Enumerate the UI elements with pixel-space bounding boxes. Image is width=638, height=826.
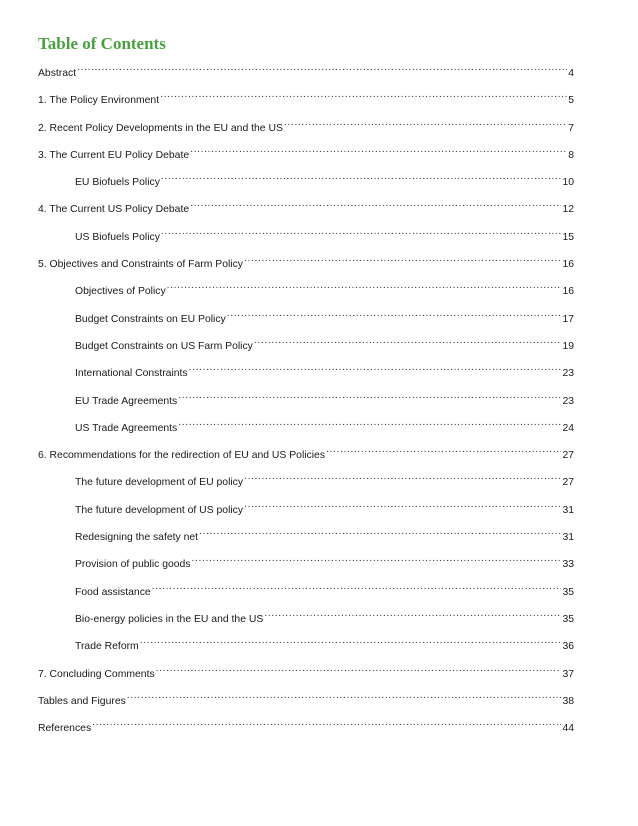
toc-dot-leader [161, 228, 562, 240]
toc-page-number: 16 [562, 286, 574, 298]
toc-entry-title: 2. Recent Policy Developments in the EU and the US [38, 122, 283, 134]
toc-list [38, 64, 574, 746]
toc-entry-title: Budget Constraints on EU Policy [75, 313, 226, 325]
toc-dot-leader [140, 637, 562, 649]
toc-dot-leader [227, 310, 562, 322]
toc-page-number: 4 [568, 68, 574, 79]
toc-dot-leader [199, 528, 561, 540]
toc-page-number: 27 [562, 450, 574, 462]
toc-entry-title: Redesigning the safety net [75, 532, 199, 544]
toc-entry-title: Provision of public goods [75, 559, 191, 571]
toc-entry[interactable] [38, 446, 574, 473]
toc-dot-leader [264, 610, 561, 622]
toc-entry[interactable] [38, 719, 574, 746]
toc-entry[interactable] [38, 64, 574, 91]
toc-page-number: 17 [562, 313, 574, 325]
toc-page-number: 31 [562, 532, 574, 544]
toc-entry[interactable] [38, 146, 574, 173]
toc-entry-title: 7. Concluding Comments [38, 668, 155, 680]
toc-entry[interactable] [38, 583, 574, 610]
toc-entry-title: Food assistance [75, 586, 151, 598]
toc-entry-title: Bio-energy policies in the EU and the US [75, 613, 264, 625]
toc-entry[interactable] [38, 282, 574, 309]
page-title: Table of Contents [38, 34, 166, 53]
toc-entry-title: The future development of US policy [75, 504, 244, 516]
toc-entry[interactable] [38, 528, 574, 555]
toc-entry-title: Budget Constraints on US Farm Policy [75, 340, 253, 352]
toc-entry-title: References [38, 723, 92, 735]
toc-page-number: 23 [562, 368, 574, 380]
toc-entry[interactable] [38, 665, 574, 692]
toc-entry[interactable] [38, 392, 574, 419]
toc-entry[interactable] [38, 364, 574, 391]
toc-entry[interactable] [38, 91, 574, 118]
toc-entry[interactable] [38, 200, 574, 227]
toc-page-number: 12 [562, 204, 574, 216]
toc-entry-title: Objectives of Policy [75, 286, 166, 298]
toc-dot-leader [152, 583, 562, 595]
toc-entry[interactable] [38, 255, 574, 282]
toc-dot-leader [127, 692, 562, 704]
toc-dot-leader [244, 255, 561, 267]
toc-dot-leader [77, 64, 567, 76]
toc-dot-leader [178, 419, 561, 431]
toc-entry[interactable] [38, 501, 574, 528]
toc-dot-leader [161, 173, 562, 185]
toc-entry[interactable] [38, 610, 574, 637]
toc-dot-leader [167, 282, 562, 294]
toc-entry[interactable] [38, 637, 574, 664]
toc-dot-leader [190, 200, 561, 212]
toc-page-number: 16 [562, 259, 574, 271]
toc-entry[interactable] [38, 692, 574, 719]
toc-entry-title: EU Trade Agreements [75, 395, 178, 407]
toc-page-number: 33 [562, 559, 574, 571]
toc-entry-title: Abstract [38, 68, 77, 79]
toc-page-number: 35 [562, 586, 574, 598]
toc-dot-leader [244, 473, 561, 485]
toc-entry[interactable] [38, 173, 574, 200]
toc-dot-leader [190, 146, 567, 158]
toc-entry-title: 6. Recommendations for the redirection of EU and US Policies [38, 450, 326, 462]
toc-page-number: 7 [568, 122, 574, 134]
toc-dot-leader [284, 119, 567, 131]
toc-entry[interactable] [38, 228, 574, 255]
toc-entry-title: 1. The Policy Environment [38, 95, 160, 107]
toc-page-number: 10 [562, 177, 574, 189]
toc-entry-title: 5. Objectives and Constraints of Farm Policy [38, 259, 244, 271]
toc-entry-title: EU Biofuels Policy [75, 177, 160, 189]
toc-page-number: 19 [562, 340, 574, 352]
toc-dot-leader [254, 337, 562, 349]
toc-entry[interactable] [38, 555, 574, 582]
toc-entry[interactable] [38, 119, 574, 146]
toc-page-number: 23 [562, 395, 574, 407]
toc-dot-leader [189, 364, 562, 376]
toc-entry-title: The future development of EU policy [75, 477, 244, 489]
toc-entry-title: 4. The Current US Policy Debate [38, 204, 190, 216]
toc-dot-leader [178, 392, 561, 404]
toc-page-number: 44 [562, 723, 574, 735]
toc-page-number: 24 [562, 422, 574, 434]
toc-entry-title: Tables and Figures [38, 695, 126, 707]
toc-page-number: 5 [568, 95, 574, 107]
toc-entry-title: US Trade Agreements [75, 422, 178, 434]
toc-dot-leader [156, 665, 562, 677]
toc-dot-leader [92, 719, 561, 731]
toc-entry-title: International Constraints [75, 368, 188, 380]
toc-entry[interactable] [38, 337, 574, 364]
toc-entry-title: 3. The Current EU Policy Debate [38, 149, 190, 161]
toc-dot-leader [192, 555, 562, 567]
toc-dot-leader [326, 446, 561, 458]
toc-dot-leader [160, 91, 567, 103]
toc-page-number: 31 [562, 504, 574, 516]
toc-entry-title: Trade Reform [75, 641, 139, 653]
toc-dot-leader [244, 501, 561, 513]
toc-page-number: 15 [562, 231, 574, 243]
toc-page-number: 37 [562, 668, 574, 680]
toc-page-number: 35 [562, 613, 574, 625]
toc-entry[interactable] [38, 419, 574, 446]
toc-entry[interactable] [38, 310, 574, 337]
toc-entry[interactable] [38, 473, 574, 500]
toc-page-number: 27 [562, 477, 574, 489]
toc-page-number: 8 [568, 149, 574, 161]
toc-page-number: 36 [562, 641, 574, 653]
toc-entry-title: US Biofuels Policy [75, 231, 160, 243]
toc-page-number: 38 [562, 695, 574, 707]
